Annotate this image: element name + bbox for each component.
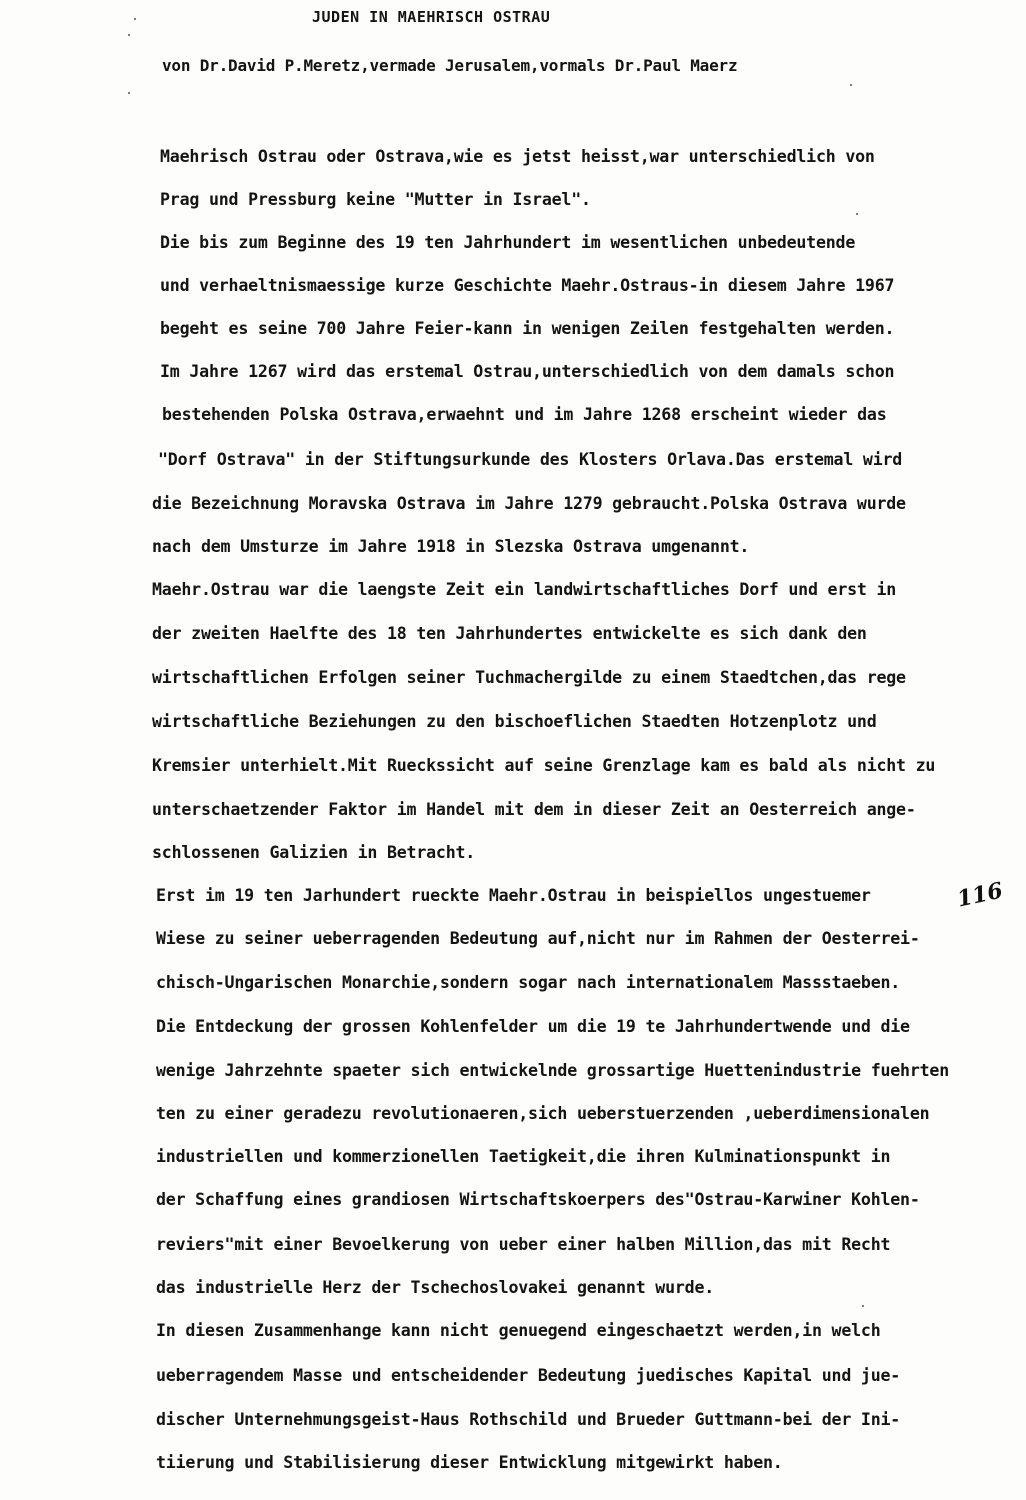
text-line: chisch-Ungarischen Monarchie,sondern sogar nach internationalem Massstaeben. (156, 973, 901, 992)
author-line: von Dr.David P.Meretz,vermade Jerusalem,vormals Dr.Paul Maerz (162, 56, 738, 75)
text-line: Kremsier unterhielt.Mit Rueckssicht auf seine Grenzlage kam es bald als nicht zu (152, 756, 936, 775)
text-line: "Dorf Ostrava" in der Stiftungsurkunde des Klosters Orlava.Das erstemal wird (158, 450, 903, 469)
text-line: und verhaeltnismaessige kurze Geschichte Maehr.Ostraus-in diesem Jahre 1967 (160, 276, 895, 295)
scan-speck (856, 213, 858, 215)
scan-speck (134, 18, 136, 20)
text-line: In diesen Zusammenhange kann nicht genuegend eingeschaetzt werden,in welch (156, 1321, 881, 1340)
text-line: begeht es seine 700 Jahre Feier-kann in wenigen Zeilen festgehalten werden. (160, 319, 895, 338)
text-line: ten zu einer geradezu revolutionaeren,sich ueberstuerzenden ,ueberdimensionalen (156, 1104, 930, 1123)
text-line: der Schaffung eines grandiosen Wirtschaftskoerpers des"Ostrau-Karwiner Kohlen- (156, 1190, 920, 1209)
scan-speck (850, 84, 852, 86)
text-line: discher Unternehmungsgeist-Haus Rothschild und Brueder Guttmann-bei der Ini- (156, 1410, 901, 1429)
text-line: Maehrisch Ostrau oder Ostrava,wie es jetst heisst,war unterschiedlich von (160, 147, 875, 166)
text-line: reviers"mit einer Bevoelkerung von ueber einer halben Million,das mit Recht (156, 1235, 891, 1254)
text-line: Maehr.Ostrau war die laengste Zeit ein landwirtschaftliches Dorf und erst in (152, 580, 897, 599)
scan-speck (128, 34, 130, 36)
text-line: wenige Jahrzehnte spaeter sich entwickelnde grossartige Huettenindustrie fuehrten (156, 1061, 950, 1080)
text-line: wirtschaftliche Beziehungen zu den bischoeflichen Staedten Hotzenplotz und (152, 712, 877, 731)
text-line: Erst im 19 ten Jarhundert rueckte Maehr.Ostrau in beispiellos ungestuemer (156, 886, 871, 905)
text-line: industriellen und kommerzionellen Taetigkeit,die ihren Kulminationspunkt in (156, 1147, 891, 1166)
scan-speck (128, 92, 130, 94)
scan-speck (862, 1305, 864, 1307)
text-line: nach dem Umsturze im Jahre 1918 in Slezska Ostrava umgenannt. (152, 537, 750, 556)
text-line: die Bezeichnung Moravska Ostrava im Jahre 1279 gebraucht.Polska Ostrava wurde (152, 494, 906, 513)
text-line: Prag und Pressburg keine "Mutter in Israel". (160, 190, 591, 209)
text-line: bestehenden Polska Ostrava,erwaehnt und im Jahre 1268 erscheint wieder das (162, 405, 887, 424)
text-line: unterschaetzender Faktor im Handel mit dem in dieser Zeit an Oesterreich ange- (152, 800, 916, 819)
text-line: Wiese zu seiner ueberragenden Bedeutung auf,nicht nur im Rahmen der Oesterrei- (156, 929, 920, 948)
text-line: schlossenen Galizien in Betracht. (152, 843, 476, 862)
document-title: JUDEN IN MAEHRISCH OSTRAU (312, 8, 551, 26)
text-line: der zweiten Haelfte des 18 ten Jahrhundertes entwickelte es sich dank den (152, 624, 867, 643)
text-line: ueberragendem Masse und entscheidender Bedeutung juedisches Kapital und jue- (156, 1366, 901, 1385)
text-line: Die Entdeckung der grossen Kohlenfelder um die 19 te Jahrhundertwende und die (156, 1017, 910, 1036)
text-line: tiierung und Stabilisierung dieser Entwicklung mitgewirkt haben. (156, 1453, 783, 1472)
text-line: das industrielle Herz der Tschechoslovakei genannt wurde. (156, 1278, 715, 1297)
text-line: wirtschaftlichen Erfolgen seiner Tuchmachergilde zu einem Staedtchen,das rege (152, 668, 906, 687)
handwritten-page-number: 116 (954, 877, 1006, 913)
text-line: Im Jahre 1267 wird das erstemal Ostrau,unterschiedlich von dem damals schon (160, 362, 895, 381)
text-line: Die bis zum Beginne des 19 ten Jahrhundert im wesentlichen unbedeutende (160, 233, 856, 252)
